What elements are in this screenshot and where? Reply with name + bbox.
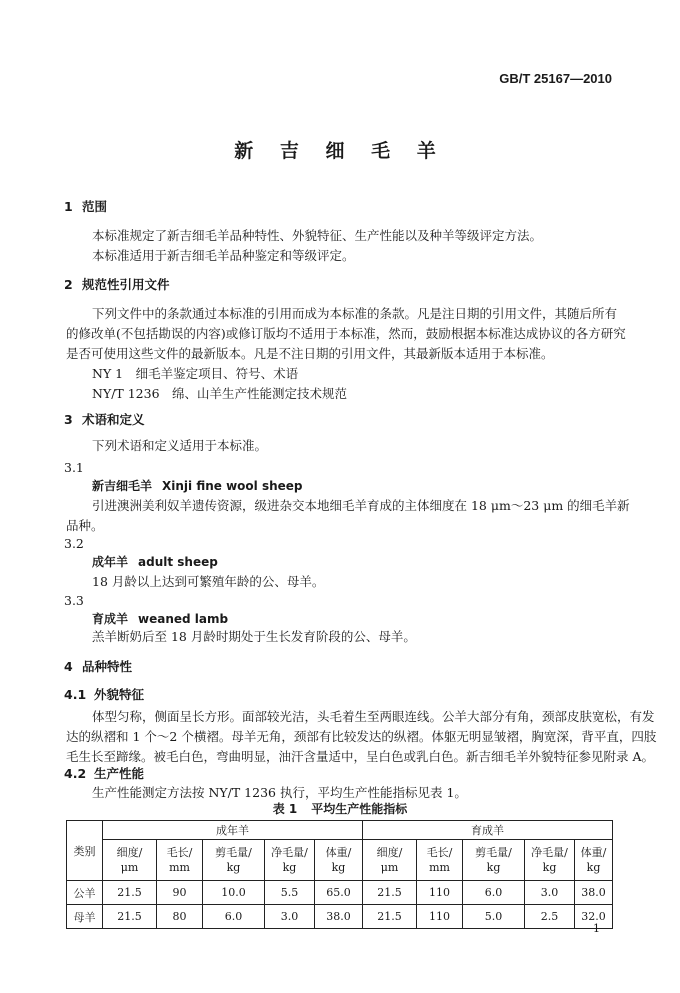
section-title: 术语和定义 bbox=[82, 412, 145, 427]
table-cell: 21.5 bbox=[363, 881, 417, 905]
table-cell: 2.5 bbox=[525, 905, 575, 929]
header-label: 体重/ bbox=[580, 846, 607, 859]
appearance-line-3: 毛生长至蹄缘。被毛白色，弯曲明显，油汗含量适中，呈白色或乳白色。新吉细毛羊外貌特征参见附录 A。 bbox=[66, 749, 655, 764]
header-unit: kg bbox=[331, 861, 346, 874]
header-label: 毛长/ bbox=[166, 846, 193, 859]
clause-3-1-number: 3.1 bbox=[64, 460, 84, 475]
header-label: 细度/ bbox=[116, 846, 143, 859]
table-cell: 65.0 bbox=[315, 881, 363, 905]
term-definition-line-1: 引进澳洲美利奴羊遗传资源，级进杂交本地细毛羊育成的主体细度在 18 μm～23 μm 的细毛羊新 bbox=[92, 498, 630, 513]
section-title: 规范性引用文件 bbox=[82, 277, 170, 292]
header-cell bbox=[315, 840, 363, 881]
header-adult-sheep: 成年羊 bbox=[103, 821, 363, 840]
section-4-2-heading bbox=[64, 764, 144, 784]
header-cell bbox=[417, 840, 463, 881]
reference-nyt1236: NY/T 1236 绵、山羊生产性能测定技术规范 bbox=[92, 386, 348, 401]
term-chinese: 成年羊 bbox=[92, 555, 129, 569]
header-category: 类别 bbox=[67, 821, 103, 881]
section-number: 1 bbox=[64, 199, 73, 214]
row-label: 公羊 bbox=[67, 881, 103, 905]
section-number: 4.2 bbox=[64, 766, 87, 781]
table-header-row-columns bbox=[67, 840, 613, 881]
header-label: 净毛量/ bbox=[531, 846, 568, 859]
section-3-heading bbox=[64, 410, 145, 430]
section-number: 3 bbox=[64, 412, 73, 427]
header-unit: kg bbox=[282, 861, 297, 874]
term-weaned-lamb bbox=[92, 609, 228, 629]
section-number: 4.1 bbox=[64, 687, 87, 702]
table-row-ewe bbox=[67, 905, 613, 929]
header-unit: μm bbox=[120, 861, 139, 874]
clause-3-3-number: 3.3 bbox=[64, 593, 84, 608]
section-title: 生产性能 bbox=[94, 766, 145, 781]
term-english: Xinji fine wool sheep bbox=[162, 479, 303, 493]
table-header-row-groups bbox=[67, 821, 613, 840]
page-number: 1 bbox=[593, 922, 600, 935]
scope-paragraph-2: 本标准适用于新吉细毛羊品种鉴定和等级评定。 bbox=[92, 248, 355, 263]
table-cell: 80 bbox=[157, 905, 203, 929]
header-cell bbox=[265, 840, 315, 881]
header-cell bbox=[157, 840, 203, 881]
section-number: 4 bbox=[64, 659, 73, 674]
header-weaned-lamb: 育成羊 bbox=[363, 821, 613, 840]
references-intro-line-3: 是否可使用这些文件的最新版本。凡是不注日期的引用文件，其最新版本适用于本标准。 bbox=[66, 346, 554, 361]
table-cell: 38.0 bbox=[575, 881, 613, 905]
header-label: 剪毛量/ bbox=[215, 846, 252, 859]
section-1-heading bbox=[64, 197, 107, 217]
table-cell: 110 bbox=[417, 905, 463, 929]
term-chinese: 新吉细毛羊 bbox=[92, 479, 153, 493]
table-label: 表 1 bbox=[272, 802, 298, 816]
term-xinji-fine-wool-sheep bbox=[92, 476, 303, 496]
header-cell bbox=[203, 840, 265, 881]
header-cell bbox=[463, 840, 525, 881]
section-4-heading bbox=[64, 657, 132, 677]
table-cell: 5.0 bbox=[463, 905, 525, 929]
table-cell: 5.5 bbox=[265, 881, 315, 905]
header-label: 剪毛量/ bbox=[475, 846, 512, 859]
table-title: 平均生产性能指标 bbox=[311, 802, 408, 816]
header-label: 毛长/ bbox=[426, 846, 453, 859]
section-title: 范围 bbox=[82, 199, 108, 214]
section-title: 品种特性 bbox=[82, 659, 133, 674]
header-label: 体重/ bbox=[325, 846, 352, 859]
references-intro-line-2: 的修改单(不包括勘误的内容)或修订版均不适用于本标准，然而，鼓励根据本标准达成协议的各方研究 bbox=[66, 326, 626, 341]
header-unit: kg bbox=[226, 861, 241, 874]
performance-table bbox=[66, 820, 613, 929]
table-row-ram bbox=[67, 881, 613, 905]
term-chinese: 育成羊 bbox=[92, 612, 129, 626]
header-unit: kg bbox=[486, 861, 501, 874]
reference-ny1: NY 1 细毛羊鉴定项目、符号、术语 bbox=[92, 366, 299, 381]
header-cell bbox=[363, 840, 417, 881]
table-cell: 6.0 bbox=[203, 905, 265, 929]
table-cell: 90 bbox=[157, 881, 203, 905]
header-unit: kg bbox=[586, 861, 601, 874]
table-cell: 3.0 bbox=[525, 881, 575, 905]
references-intro-line-1: 下列文件中的条款通过本标准的引用而成为本标准的条款。凡是注日期的引用文件，其随后所有 bbox=[92, 306, 618, 321]
header-unit: mm bbox=[429, 861, 450, 874]
section-4-1-heading bbox=[64, 685, 144, 705]
document-code: GB/T 25167—2010 bbox=[499, 71, 612, 86]
term-definition-line-2: 品种。 bbox=[66, 518, 104, 533]
table-cell: 10.0 bbox=[203, 881, 265, 905]
appearance-line-2: 达的纵褶和 1 个～2 个横褶。母羊无角，颈部有比较发达的纵褶。体躯无明显皱褶，胸宽深，背平直，四肢 bbox=[66, 729, 657, 744]
term-english: adult sheep bbox=[138, 555, 218, 569]
row-label: 母羊 bbox=[67, 905, 103, 929]
table-cell: 21.5 bbox=[103, 881, 157, 905]
appearance-line-1: 体型匀称，侧面呈长方形。面部较光洁，头毛着生至两眼连线。公羊大部分有角，颈部皮肤宽松，有发 bbox=[92, 709, 655, 724]
document-title: 新 吉 细 毛 羊 bbox=[234, 140, 446, 162]
table-cell: 21.5 bbox=[363, 905, 417, 929]
scope-paragraph-1: 本标准规定了新吉细毛羊品种特性、外貌特征、生产性能以及种羊等级评定方法。 bbox=[92, 228, 543, 243]
header-cell bbox=[525, 840, 575, 881]
header-unit: kg bbox=[542, 861, 557, 874]
section-2-heading bbox=[64, 275, 170, 295]
table-cell: 38.0 bbox=[315, 905, 363, 929]
term-definition-line-1: 18 月龄以上达到可繁殖年龄的公、母羊。 bbox=[92, 574, 325, 589]
term-english: weaned lamb bbox=[138, 612, 229, 626]
table-cell: 21.5 bbox=[103, 905, 157, 929]
header-cell bbox=[575, 840, 613, 881]
table-cell: 110 bbox=[417, 881, 463, 905]
header-label: 细度/ bbox=[376, 846, 403, 859]
header-unit: μm bbox=[380, 861, 399, 874]
table-cell: 6.0 bbox=[463, 881, 525, 905]
header-cell bbox=[103, 840, 157, 881]
section-number: 2 bbox=[64, 277, 73, 292]
terms-intro: 下列术语和定义适用于本标准。 bbox=[92, 438, 268, 453]
table-caption bbox=[0, 799, 680, 819]
section-title: 外貌特征 bbox=[94, 687, 145, 702]
clause-3-2-number: 3.2 bbox=[64, 536, 84, 551]
table-cell: 32.0 bbox=[575, 905, 613, 929]
table-cell: 3.0 bbox=[265, 905, 315, 929]
header-unit: mm bbox=[169, 861, 190, 874]
performance-paragraph: 生产性能测定方法按 NY/T 1236 执行，平均生产性能指标见表 1。 bbox=[92, 785, 467, 800]
term-adult-sheep bbox=[92, 552, 218, 572]
header-label: 净毛量/ bbox=[271, 846, 308, 859]
term-definition-line-1: 羔羊断奶后至 18 月龄时期处于生长发育阶段的公、母羊。 bbox=[92, 629, 416, 644]
